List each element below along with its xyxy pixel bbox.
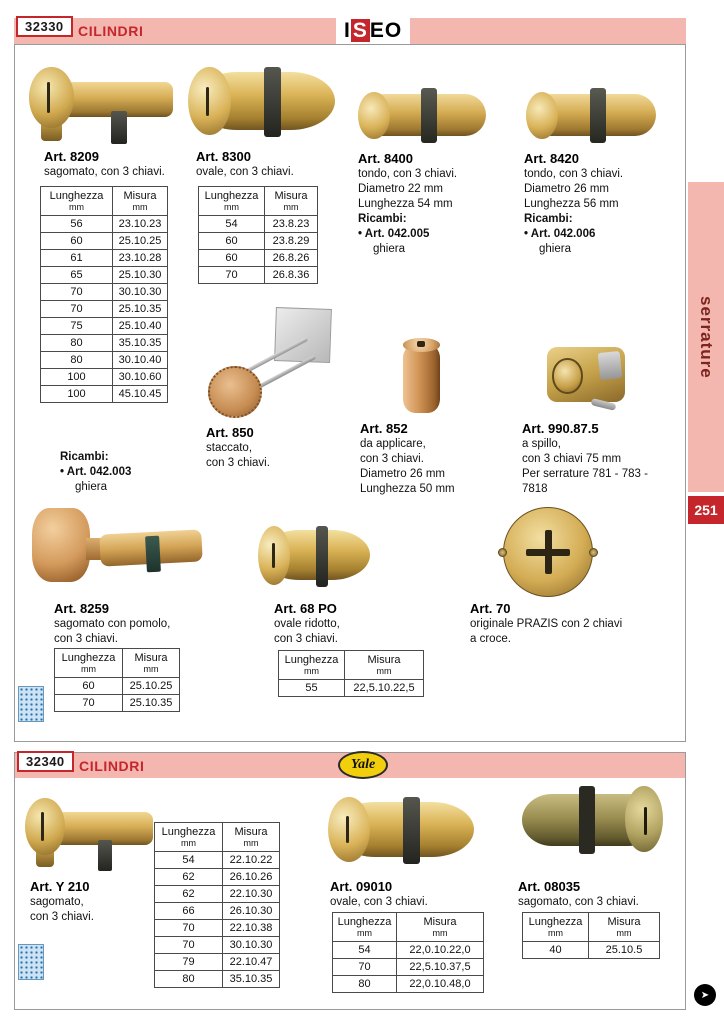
- catalog-marker-icon: [18, 686, 44, 722]
- product-description: ovale, con 3 chiavi.: [330, 896, 428, 908]
- table-row: [199, 250, 318, 267]
- table-cell: 60: [41, 233, 113, 250]
- cylinder-face: [552, 358, 582, 393]
- table-cell: 30.10.40: [113, 352, 168, 369]
- table-cell: 23.8.23: [265, 216, 318, 233]
- cylinder-cam: [579, 786, 595, 855]
- product-description: sagomato, con 3 chiavi.: [518, 896, 639, 908]
- table-row: [41, 284, 168, 301]
- table-cell: 70: [155, 937, 223, 954]
- table-body: [199, 216, 318, 284]
- screw: [589, 548, 598, 557]
- spec-table-art-68po: [278, 650, 424, 697]
- product-description: con 3 chiavi.: [206, 457, 270, 469]
- table-body: [333, 942, 484, 993]
- cylinder-cam: [403, 797, 420, 864]
- table-row: [155, 903, 280, 920]
- table-cell: 22,0.10.22,0: [397, 942, 484, 959]
- product-title: Art. 990.87.5: [522, 421, 599, 436]
- table-row: [55, 695, 180, 712]
- product-description: con 3 chiavi.: [274, 633, 338, 645]
- table-cell: 60: [55, 678, 123, 695]
- table-body: [279, 680, 424, 697]
- keyhole: [417, 341, 425, 347]
- product-photo-art-09010: [328, 788, 478, 874]
- product-art-8259-text: [54, 600, 214, 647]
- table-cell: 30.10.30: [113, 284, 168, 301]
- ricambi-part: ghiera: [373, 243, 405, 255]
- top-section-title: CILINDRI: [78, 23, 144, 39]
- product-art-8209-text: [44, 148, 165, 180]
- product-title: Art. 8300: [196, 149, 251, 164]
- bottom-section-title: CILINDRI: [79, 758, 145, 774]
- product-description: tondo, con 3 chiavi.: [524, 168, 624, 180]
- table-row: [333, 942, 484, 959]
- table-cell: 65: [41, 267, 113, 284]
- table-cell: 61: [41, 250, 113, 267]
- table-row: [41, 267, 168, 284]
- product-description: 7818: [522, 483, 548, 495]
- table-cell: 60: [199, 233, 265, 250]
- table-row: [155, 937, 280, 954]
- table-header-row: [55, 649, 180, 678]
- table-row: [155, 920, 280, 937]
- column-header-lunghezza: Lunghezza mm: [523, 913, 589, 942]
- product-description: Diametro 22 mm: [358, 183, 443, 195]
- ricambi-label: Ricambi:: [524, 213, 573, 225]
- table-header-row: [155, 823, 280, 852]
- table-row: [41, 386, 168, 403]
- cylinder-face: [526, 92, 558, 139]
- column-header-misura: Misura mm: [265, 187, 318, 216]
- product-description: con 3 chiavi 75 mm: [522, 453, 622, 465]
- table-cell: 30.10.30: [223, 937, 280, 954]
- table-cell: 35.10.35: [223, 971, 280, 988]
- cylinder-face: [208, 366, 262, 418]
- table-cell: 25.10.35: [123, 695, 180, 712]
- product-description: a croce.: [470, 633, 511, 645]
- table-cell: 22,5.10.37,5: [397, 959, 484, 976]
- table-cell: 40: [523, 942, 589, 959]
- product-photo-art-8300: [188, 58, 340, 148]
- table-cell: 25.10.30: [113, 267, 168, 284]
- table-row: [279, 680, 424, 697]
- page-number-badge: 251: [688, 496, 724, 524]
- table-body: [155, 852, 280, 988]
- table-cell: 26.10.30: [223, 903, 280, 920]
- spec-table-art-8300: [198, 186, 318, 284]
- cylinder-cam: [590, 88, 606, 143]
- product-description: Lunghezza 50 mm: [360, 483, 455, 495]
- table-cell: 26.8.26: [265, 250, 318, 267]
- table-cell: 100: [41, 369, 113, 386]
- table-cell: 70: [55, 695, 123, 712]
- product-art-y210-text: [30, 878, 150, 925]
- product-art-990-text: [522, 420, 677, 497]
- table-cell: 54: [155, 852, 223, 869]
- table-cell: 62: [155, 886, 223, 903]
- table-row: [41, 369, 168, 386]
- table-cell: 70: [41, 301, 113, 318]
- table-cell: 60: [199, 250, 265, 267]
- column-header-misura: Misura mm: [345, 651, 424, 680]
- table-cell: 54: [199, 216, 265, 233]
- product-description: tondo, con 3 chiavi.: [358, 168, 458, 180]
- table-cell: 66: [155, 903, 223, 920]
- table-header-row: [41, 187, 168, 216]
- product-description: a spillo,: [522, 438, 561, 450]
- product-description: con 3 chiavi.: [360, 453, 424, 465]
- cylinder-cam: [111, 111, 127, 144]
- ricambi-art-8209: [60, 450, 131, 495]
- table-cell: 56: [41, 216, 113, 233]
- table-cell: 54: [333, 942, 397, 959]
- table-cell: 26.8.36: [265, 267, 318, 284]
- cylinder-cam: [316, 526, 329, 587]
- table-row: [41, 233, 168, 250]
- product-description: ovale ridotto,: [274, 618, 340, 630]
- product-description: staccato,: [206, 442, 253, 454]
- column-header-lunghezza: Lunghezza mm: [55, 649, 123, 678]
- product-photo-art-8420: [526, 84, 660, 148]
- table-cell: 25.10.5: [589, 942, 660, 959]
- spec-table-art-08035: [522, 912, 660, 959]
- table-cell: 45.10.45: [113, 386, 168, 403]
- table-header-row: [279, 651, 424, 680]
- product-photo-art-8209: [28, 56, 176, 148]
- table-cell: 26.10.26: [223, 869, 280, 886]
- table-cell: 80: [41, 352, 113, 369]
- product-photo-art-8259: [30, 502, 205, 602]
- product-title: Art. 852: [360, 421, 408, 436]
- bottom-section-code: 32340: [17, 751, 74, 772]
- cylinder-face: [358, 92, 390, 139]
- table-row: [155, 886, 280, 903]
- table-cell: 70: [333, 959, 397, 976]
- table-row: [199, 216, 318, 233]
- product-title: Art. 8400: [358, 151, 413, 166]
- product-title: Art. 8420: [524, 151, 579, 166]
- product-art-850-text: [206, 424, 336, 471]
- table-cell: 80: [41, 335, 113, 352]
- product-art-8420-text: [524, 150, 674, 257]
- ricambi-article: • Art. 042.003: [60, 466, 132, 478]
- product-description: Per serrature 781 - 783 -: [522, 468, 648, 480]
- table-row: [199, 233, 318, 250]
- ricambi-part: ghiera: [539, 243, 571, 255]
- cylinder-face: [29, 67, 73, 128]
- product-description: Diametro 26 mm: [360, 468, 445, 480]
- knob: [32, 508, 90, 582]
- product-description: Lunghezza 54 mm: [358, 198, 453, 210]
- column-header-misura: Misura mm: [589, 913, 660, 942]
- product-description: sagomato,: [30, 896, 84, 908]
- product-title: Art. 850: [206, 425, 254, 440]
- product-title: Art. Y 210: [30, 879, 90, 894]
- product-photo-art-8400: [358, 84, 490, 148]
- product-description: ovale, con 3 chiavi.: [196, 166, 294, 178]
- product-description: con 3 chiavi.: [54, 633, 118, 645]
- table-body: [41, 216, 168, 403]
- table-cell: 22,5.10.22,5: [345, 680, 424, 697]
- sidebar-category-label: serrature: [697, 295, 716, 379]
- page-forward-icon: ➤: [694, 984, 716, 1006]
- ricambi-label: Ricambi:: [358, 213, 407, 225]
- table-cell: 62: [155, 869, 223, 886]
- column-header-misura: Misura mm: [223, 823, 280, 852]
- product-photo-art-852: [382, 334, 462, 418]
- table-row: [41, 216, 168, 233]
- product-art-8400-text: [358, 150, 508, 257]
- table-cell: 75: [41, 318, 113, 335]
- table-cell: 70: [41, 284, 113, 301]
- table-row: [523, 942, 660, 959]
- product-title: Art. 70: [470, 601, 511, 616]
- product-title: Art. 8259: [54, 601, 109, 616]
- latch-block: [598, 351, 623, 380]
- iseo-logo-s: S: [352, 19, 368, 42]
- ricambi-part: ghiera: [75, 481, 107, 493]
- table-cell: 22.10.30: [223, 886, 280, 903]
- product-description: sagomato con pomolo,: [54, 618, 171, 630]
- table-cell: 23.10.23: [113, 216, 168, 233]
- product-title: Art. 68 PO: [274, 601, 337, 616]
- top-section-code: 32330: [16, 16, 73, 37]
- iseo-logo-eo: EO: [369, 19, 403, 42]
- table-cell: 70: [155, 920, 223, 937]
- yale-logo: Yale: [338, 751, 388, 779]
- product-description: da applicare,: [360, 438, 426, 450]
- table-cell: 80: [155, 971, 223, 988]
- table-row: [155, 869, 280, 886]
- product-title: Art. 09010: [330, 879, 393, 894]
- spec-table-art-09010: [332, 912, 484, 993]
- product-art-68po-text: [274, 600, 404, 647]
- keyhole: [41, 812, 44, 841]
- table-row: [155, 954, 280, 971]
- table-row: [199, 267, 318, 284]
- table-cell: 80: [333, 976, 397, 993]
- table-cell: 100: [41, 386, 113, 403]
- cylinder-body: [403, 344, 440, 413]
- product-title: Art. 08035: [518, 879, 581, 894]
- column-header-lunghezza: Lunghezza mm: [333, 913, 397, 942]
- product-title: Art. 8209: [44, 149, 99, 164]
- table-cell: 23.10.28: [113, 250, 168, 267]
- table-cell: 25.10.40: [113, 318, 168, 335]
- column-header-lunghezza: Lunghezza mm: [199, 187, 265, 216]
- table-cell: 22.10.38: [223, 920, 280, 937]
- ricambi-article: • Art. 042.006: [524, 228, 596, 240]
- table-row: [41, 250, 168, 267]
- column-header-lunghezza: Lunghezza mm: [155, 823, 223, 852]
- product-description: sagomato, con 3 chiavi.: [44, 166, 165, 178]
- table-cell: 70: [199, 267, 265, 284]
- product-photo-art-y210: [24, 788, 156, 874]
- table-cell: 25.10.25: [113, 233, 168, 250]
- cylinder-cam: [264, 67, 281, 137]
- table-row: [155, 852, 280, 869]
- ricambi-label: Ricambi:: [60, 451, 109, 463]
- table-row: [41, 335, 168, 352]
- table-cell: 30.10.60: [113, 369, 168, 386]
- table-row: [333, 976, 484, 993]
- table-row: [333, 959, 484, 976]
- table-cell: 25.10.35: [113, 301, 168, 318]
- spec-table-art-8209: [40, 186, 168, 403]
- table-cell: 22.10.22: [223, 852, 280, 869]
- table-body: [523, 942, 660, 959]
- column-header-misura: Misura mm: [113, 187, 168, 216]
- spec-table-art-8259: [54, 648, 180, 712]
- table-cell: 55: [279, 680, 345, 697]
- column-header-lunghezza: Lunghezza mm: [41, 187, 113, 216]
- screw: [498, 548, 507, 557]
- keyhole: [272, 543, 275, 568]
- product-art-8300-text: [196, 148, 294, 180]
- iseo-logo-i: I: [344, 19, 351, 42]
- keyhole: [346, 816, 349, 844]
- keyhole: [47, 82, 50, 113]
- product-description: Diametro 26 mm: [524, 183, 609, 195]
- column-header-misura: Misura mm: [123, 649, 180, 678]
- table-row: [55, 678, 180, 695]
- product-art-852-text: [360, 420, 490, 497]
- table-row: [41, 301, 168, 318]
- table-cell: 22.10.47: [223, 954, 280, 971]
- cylinder-cam: [145, 536, 161, 573]
- product-photo-art-08035: [518, 772, 663, 870]
- column-header-misura: Misura mm: [397, 913, 484, 942]
- product-description: Lunghezza 56 mm: [524, 198, 619, 210]
- table-cell: 25.10.25: [123, 678, 180, 695]
- table-row: [155, 971, 280, 988]
- mounting-plate: [274, 307, 332, 363]
- product-art-70-text: [470, 600, 650, 647]
- table-cell: 79: [155, 954, 223, 971]
- keyhole: [644, 807, 647, 834]
- table-cell: 22,0.10.48,0: [397, 976, 484, 993]
- product-description: con 3 chiavi.: [30, 911, 94, 923]
- cylinder-cam: [421, 88, 437, 143]
- iseo-logo: [336, 16, 410, 45]
- product-art-08035-text: [518, 878, 678, 910]
- table-row: [41, 318, 168, 335]
- spec-table-art-y210: [154, 822, 280, 988]
- catalog-marker-icon: [18, 944, 44, 980]
- cylinder-face: [188, 67, 231, 135]
- product-photo-art-990-87-5: [544, 336, 628, 416]
- product-art-09010-text: [330, 878, 490, 910]
- table-header-row: [199, 187, 318, 216]
- table-header-row: [333, 913, 484, 942]
- product-description: originale PRAZIS con 2 chiavi: [470, 618, 623, 630]
- ricambi-article: • Art. 042.005: [358, 228, 430, 240]
- column-header-lunghezza: Lunghezza mm: [279, 651, 345, 680]
- product-photo-art-70: [498, 502, 598, 602]
- sidebar-category-strip: [688, 182, 724, 492]
- table-header-row: [523, 913, 660, 942]
- cylinder-face: [25, 798, 65, 855]
- table-body: [55, 678, 180, 712]
- product-photo-art-850: [208, 308, 336, 420]
- table-cell: 23.8.29: [265, 233, 318, 250]
- table-row: [41, 352, 168, 369]
- cylinder-cam: [98, 840, 113, 871]
- product-photo-art-68po: [258, 518, 373, 596]
- table-cell: 35.10.35: [113, 335, 168, 352]
- keyhole: [206, 87, 209, 116]
- cross-keyhole: [526, 549, 570, 556]
- cylinder-face: [328, 797, 370, 862]
